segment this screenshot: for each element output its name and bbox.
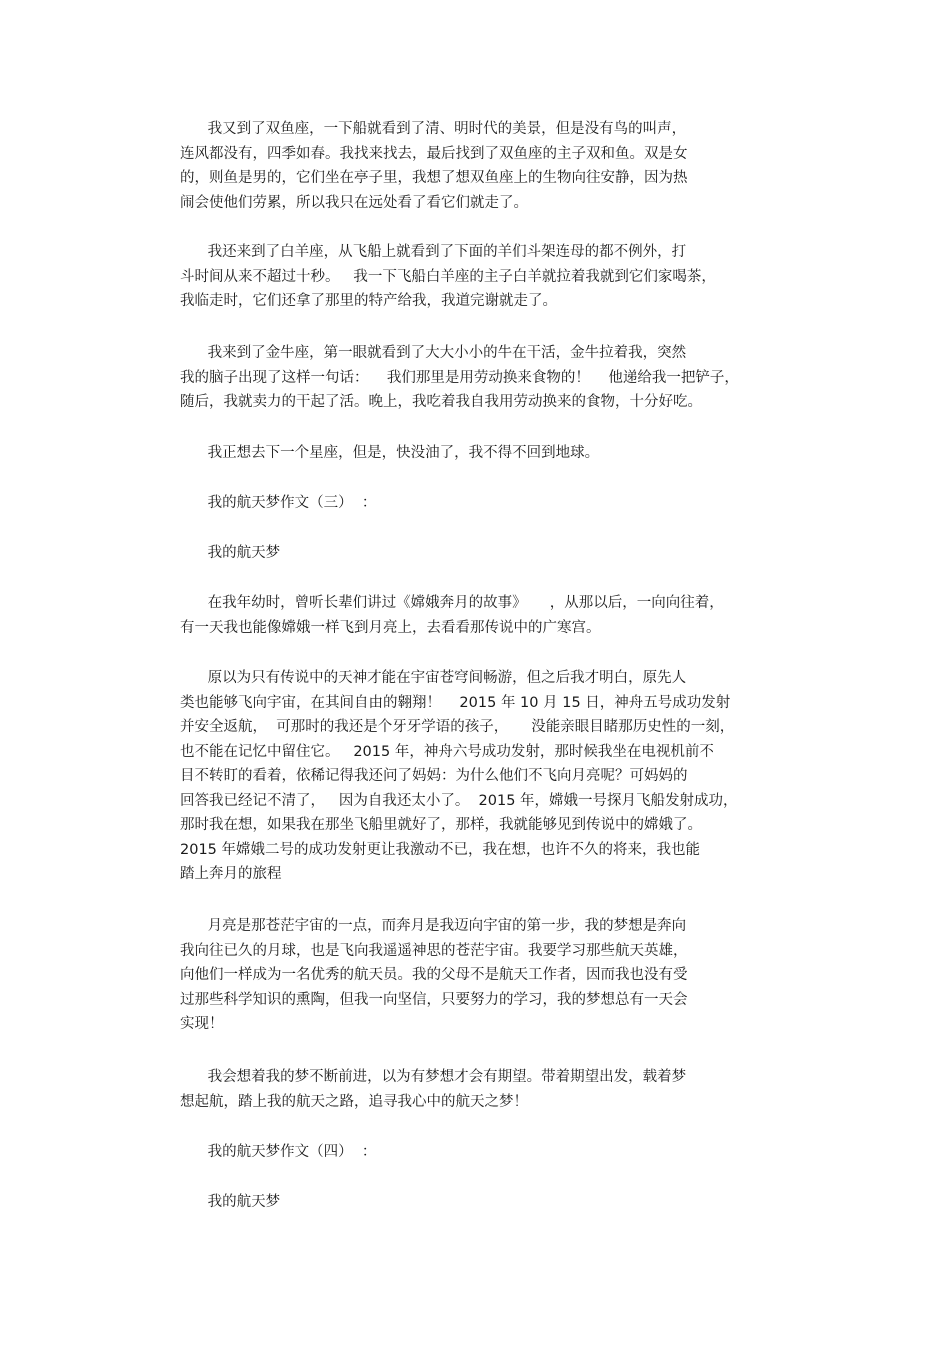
text-line: 我的脑子出现了这样一句话： 我们那里是用劳动换来食物的！ 他递给我一把铲子， <box>180 369 739 386</box>
paragraph-history <box>180 666 780 887</box>
text-line: 在我年幼时，曾听长辈们讲过《嫦娥奔月的故事》 ，从那以后，一向向往着， <box>180 595 724 611</box>
paragraph-forward <box>180 1065 780 1114</box>
paragraph-pisces <box>180 117 780 215</box>
paragraph-return-earth <box>180 441 780 466</box>
text-line: 我的航天梦 <box>180 545 281 561</box>
essay-title-three <box>180 541 780 566</box>
text-line: 原以为只有传说中的天神才能在宇宙苍穹间畅游，但之后我才明白，原先人 <box>180 670 687 686</box>
paragraph-aries <box>180 240 780 314</box>
text-line: 类也能够飞向宇宙，在其间自由的翱翔！ 2015 年 10 月 15 日，神舟五号成功发射 <box>180 694 731 711</box>
text-line: 斗时间从来不超过十秒。 我一下飞船白羊座的主子白羊就拉着我就到它们家喝茶， <box>180 268 716 285</box>
text-line: 我向往已久的月球，也是飞向我遥遥神思的苍茫宇宙。我要学习那些航天英雄， <box>180 942 688 959</box>
text-line: 想起航，踏上我的航天之路，追寻我心中的航天之梦！ <box>180 1093 528 1110</box>
text-line: 闹会使他们劳累，所以我只在远处看了看它们就走了。 <box>180 194 528 211</box>
text-line: 回答我已经记不清了， 因为自我还太小了。 2015 年，嫦娥一号探月飞船发射成功， <box>180 792 738 809</box>
text-line: 2015 年嫦娥二号的成功发射更让我激动不已，我在想，也许不久的将来，我也能 <box>180 841 701 858</box>
text-line: 目不转盯的看着，依稀记得我还问了妈妈：为什么他们不飞向月亮呢？可妈妈的 <box>180 768 688 784</box>
text-line: 我的航天梦 <box>180 1194 281 1210</box>
text-line: 随后，我就卖力的干起了活。晚上，我吃着我自我用劳动换来的食物，十分好吃。 <box>180 394 702 410</box>
text-line: 我临走时，它们还拿了那里的特产给我，我道完谢就走了。 <box>180 293 557 309</box>
text-line: 我的航天梦作文（四） ： <box>180 1144 377 1160</box>
paragraph-childhood <box>180 591 780 640</box>
text-line: 实现！ <box>180 1016 224 1032</box>
essay-heading-four <box>180 1140 780 1165</box>
essay-heading-three <box>180 491 780 516</box>
essay-title-four <box>180 1190 780 1215</box>
paragraph-dream <box>180 914 780 1037</box>
text-line: 踏上奔月的旅程 <box>180 866 282 882</box>
paragraph-taurus <box>180 341 780 415</box>
text-line: 有一天我也能像嫦娥一样飞到月亮上，去看看那传说中的广寒宫。 <box>180 619 601 636</box>
text-line: 的，则鱼是男的，它们坐在亭子里，我想了想双鱼座上的生物向往安静，因为热 <box>180 170 688 186</box>
text-line: 月亮是那苍茫宇宙的一点，而奔月是我迈向宇宙的第一步，我的梦想是奔向 <box>180 918 687 934</box>
text-line: 我会想着我的梦不断前进，以为有梦想才会有期望。带着期望出发，载着梦 <box>180 1069 687 1085</box>
text-line: 我来到了金牛座，第一眼就看到了大大小小的牛在干活，金牛拉着我，突然 <box>180 345 687 361</box>
text-line: 我的航天梦作文（三） ： <box>180 495 377 511</box>
text-line: 连风都没有，四季如春。我找来找去，最后找到了双鱼座的主子双和鱼。双是女 <box>180 145 688 162</box>
text-line: 那时我在想，如果我在那坐飞船里就好了，那样，我就能够见到传说中的嫦娥了。 <box>180 817 702 833</box>
text-line: 过那些科学知识的熏陶，但我一向坚信，只要努力的学习，我的梦想总有一天会 <box>180 991 688 1008</box>
text-line: 我又到了双鱼座，一下船就看到了清、明时代的美景，但是没有鸟的叫声， <box>180 121 687 137</box>
text-line: 我还来到了白羊座，从飞船上就看到了下面的羊们斗架连母的都不例外，打 <box>180 244 687 260</box>
text-line: 我正想去下一个星座，但是，快没油了，我不得不回到地球。 <box>180 445 600 461</box>
text-line: 也不能在记忆中留住它。 2015 年，神舟六号成功发射，那时候我坐在电视机前不 <box>180 743 714 760</box>
text-line: 向他们一样成为一名优秀的航天员。我的父母不是航天工作者，因而我也没有受 <box>180 967 688 983</box>
text-line: 并安全返航， 可那时的我还是个牙牙学语的孩子， 没能亲眼目睹那历史性的一刻， <box>180 719 735 735</box>
